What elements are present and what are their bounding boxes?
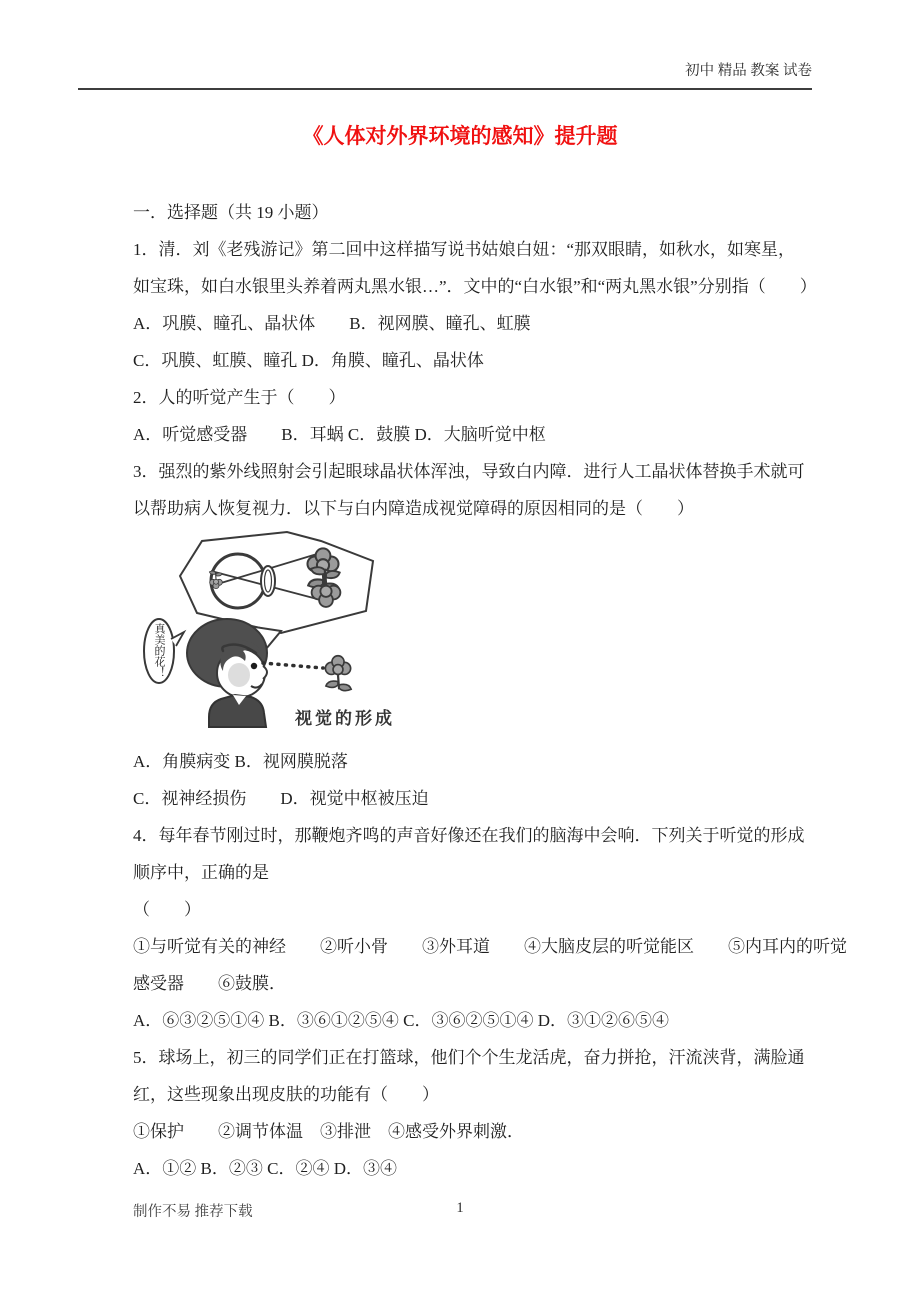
question-4-items-line-2: 感受器 ⑥鼓膜． <box>133 974 286 993</box>
question-3-text-line-1: 3．强烈的紫外线照射会引起眼球晶状体浑浊，导致白内障．进行人工晶状体替换手术就可 <box>133 462 805 481</box>
page-footer <box>0 1200 920 1224</box>
boy-eye <box>251 663 257 669</box>
question-5-text-line-1: 5．球场上，初三的同学们正在打篮球，他们个个生龙活虎，奋力拼抢，汗流浃背，满脸通 <box>133 1048 805 1067</box>
boy-nose <box>263 666 267 679</box>
section-heading: 一．选择题（共 19 小题） <box>133 203 329 222</box>
question-1-text-line-1: 1．清．刘《老残游记》第二回中这样描写说书姑娘白妞：“那双眼睛，如秋水，如寒星， <box>133 240 796 259</box>
question-4-text-line-2: 顺序中，正确的是 <box>133 863 269 882</box>
question-1-options-cd: C．巩膜、虹膜、瞳孔 D．角膜、瞳孔、晶状体 <box>133 351 484 370</box>
document-body <box>0 154 920 1187</box>
page-header <box>0 0 920 80</box>
question-4-text-line-1: 4．每年春节刚过时，那鞭炮齐鸣的声音好像还在我们的脑海中会响．下列关于听觉的形成 <box>133 826 805 845</box>
vision-formation-illustration <box>135 527 465 743</box>
question-5-text-line-2: 红，这些现象出现皮肤的功能有（ ） <box>133 1085 439 1104</box>
vision-formation-figure <box>135 527 830 743</box>
question-2-text: 2．人的听觉产生于（ ） <box>133 388 346 407</box>
footer-note: 制作不易 推荐下载 <box>133 1204 253 1220</box>
gaze-dotted-line <box>263 663 323 668</box>
question-5-items: ①保护 ②调节体温 ③排泄 ④感受外界刺激． <box>133 1122 524 1141</box>
question-3-options-cd: C．视神经损伤 D．视觉中枢被压迫 <box>133 789 429 808</box>
header-tagline: 初中 精品 教案 试卷 <box>685 63 812 79</box>
boy-cheek <box>228 663 250 687</box>
figure-caption: 视觉的形成 <box>295 709 395 728</box>
thought-bubble <box>180 532 373 633</box>
page-title: 《人体对外界环境的感知》提升题 <box>302 125 618 148</box>
question-2-options: A．听觉感受器 B．耳蜗 C．鼓膜 D．大脑听觉中枢 <box>133 425 546 444</box>
question-5-options: A．①② B．②③ C．②④ D．③④ <box>133 1159 397 1178</box>
question-1-options-ab: A．巩膜、瞳孔、晶状体 B．视网膜、瞳孔、虹膜 <box>133 314 531 333</box>
question-4-text-line-3: （ ） <box>133 900 201 919</box>
question-4-options: A．⑥③②⑤①④ B．③⑥①②⑤④ C．③⑥②⑤①④ D．③①②⑥⑤④ <box>133 1011 669 1030</box>
gazed-flower <box>325 656 351 691</box>
question-3-options-ab: A．角膜病变 B．视网膜脱落 <box>133 752 348 771</box>
page-number: 1 <box>456 1200 464 1216</box>
speech-bubble-text: 真美的花！ <box>153 623 165 678</box>
question-3-text-line-2: 以帮助病人恢复视力．以下与白内障造成视觉障碍的原因相同的是（ ） <box>133 499 694 518</box>
question-1-text-line-2: 如宝珠，如白水银里头养着两丸黑水银…”．文中的“白水银”和“两丸黑水银”分别指（ ） <box>133 277 817 296</box>
question-4-items-line-1: ①与听觉有关的神经 ②听小骨 ③外耳道 ④大脑皮层的听觉能区 ⑤内耳内的听觉 <box>133 937 847 956</box>
